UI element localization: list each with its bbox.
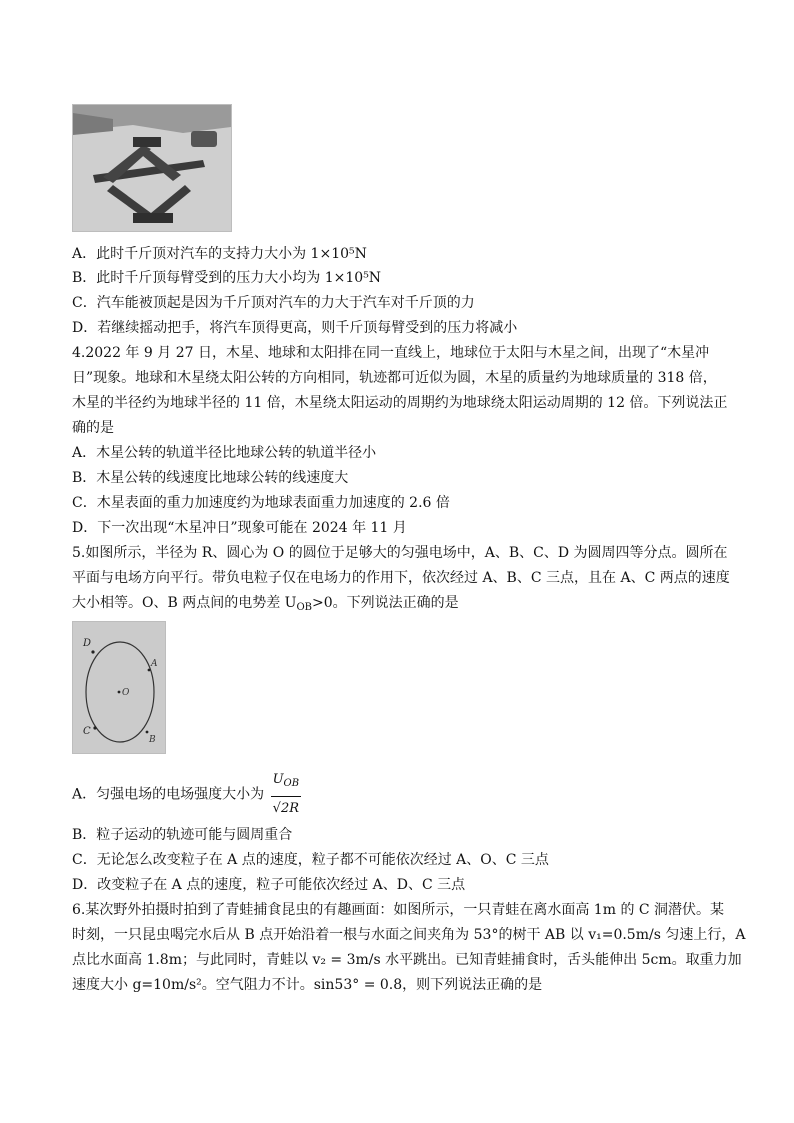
q6-stem-line-4: 速度大小 g=10m/s²。空气阻力不计。sin53° = 0.8，则下列说法正确的是 — [72, 977, 543, 993]
q6-stem-line-2: 时刻，一只昆虫喝完水后从 B 点开始沿着一根与水面之间夹角为 53°的树干 AB 以 v₁=0.5m/s 匀速上行，A — [72, 927, 746, 943]
q4-option-a: A．木星公转的轨道半径比地球公转的轨道半径小 — [72, 445, 377, 461]
q5-option-a — [72, 768, 301, 821]
fraction-numerator: $U_{OB}$ — [271, 768, 302, 797]
q4-stem-line-4: 确的是 — [72, 420, 114, 436]
q5-option-b: B．粒子运动的轨迹可能与圆周重合 — [72, 827, 293, 843]
q4-stem-line-1: 4.2022 年 9 月 27 日，木星、地球和太阳排在同一直线上，地球位于太阳与木星之间，出现了“木星冲 — [72, 345, 710, 361]
q3-option-c: C．汽车能被顶起是因为千斤顶对汽车的力大于汽车对千斤顶的力 — [72, 295, 475, 311]
q5-option-c: C．无论怎么改变粒子在 A 点的速度，粒子都不可能依次经过 A、O、C 三点 — [72, 852, 549, 868]
q4-stem-line-3: 木星的半径约为地球半径的 11 倍，木星绕太阳运动的周期约为地球绕太阳运动周期的 12 倍。下列说法正 — [72, 395, 728, 411]
q5-stem-line-3-end: >0。下列说法正确的是 — [312, 595, 459, 611]
q5-uob-subscript: OB — [296, 602, 313, 613]
q5-stem-line-1: 5.如图所示，半径为 R、圆心为 O 的圆位于足够大的匀强电场中，A、B、C、D 为圆周四等分点。圆所在 — [72, 545, 728, 561]
q4-option-b: B．木星公转的线速度比地球公转的线速度大 — [72, 470, 349, 486]
q3-option-b: B．此时千斤顶每臂受到的压力大小均为 1×10⁵N — [72, 270, 382, 286]
point-c-label: C — [83, 726, 91, 737]
q4-stem-line-2: 日”现象。地球和木星绕太阳公转的方向相同，轨迹都可近似为圆，木星的质量约为地球质量的 318 倍， — [72, 370, 717, 386]
q6-stem-line-3: 点比水面高 1.8m；与此同时，青蛙以 v₂ = 3m/s 水平跳出。已知青蛙捕食时，舌头能伸出 5cm。取重力加 — [72, 952, 742, 968]
q4-option-c: C．木星表面的重力加速度约为地球表面重力加速度的 2.6 倍 — [72, 495, 450, 511]
q3-option-a: A．此时千斤顶对汽车的支持力大小为 1×10⁵N — [72, 246, 367, 262]
circle-diagram — [73, 622, 165, 753]
fraction-denominator: √2R — [272, 801, 299, 816]
q5-option-d: D．改变粒子在 A 点的速度，粒子可能依次经过 A、D、C 三点 — [72, 877, 466, 893]
q5-option-a-fraction — [271, 768, 302, 821]
q5-stem-line-2: 平面与电场方向平行。带负电粒子仅在电场力的作用下，依次经过 A、B、C 三点，且在 A、C 两点的速度 — [72, 570, 730, 586]
q5-option-a-text: A．匀强电场的电场强度大小为 — [72, 786, 265, 803]
q6-stem-line-1: 6.某次野外拍摄时拍到了青蛙捕食昆虫的有趣画面：如图所示，一只青蛙在离水面高 1m 的 C 洞潜伏。某 — [72, 902, 725, 918]
q4-option-d: D．下一次出现“木星冲日”现象可能在 2024 年 11 月 — [72, 520, 407, 536]
circle-field-figure — [72, 621, 166, 754]
q5-stem-line-3-text: 大小相等。O、B 两点间的电势差 U — [72, 595, 297, 611]
point-d-label: D — [83, 638, 92, 649]
point-a-label: A — [151, 659, 158, 669]
q5-stem-line-3 — [72, 593, 459, 618]
point-b-label: B — [149, 735, 156, 745]
point-o-label: O — [122, 688, 130, 698]
q3-option-d: D．若继续摇动把手，将汽车顶得更高，则千斤顶每臂受到的压力将减小 — [72, 320, 518, 336]
car-jack-illustration — [73, 105, 231, 231]
car-jack-photo — [72, 104, 232, 232]
